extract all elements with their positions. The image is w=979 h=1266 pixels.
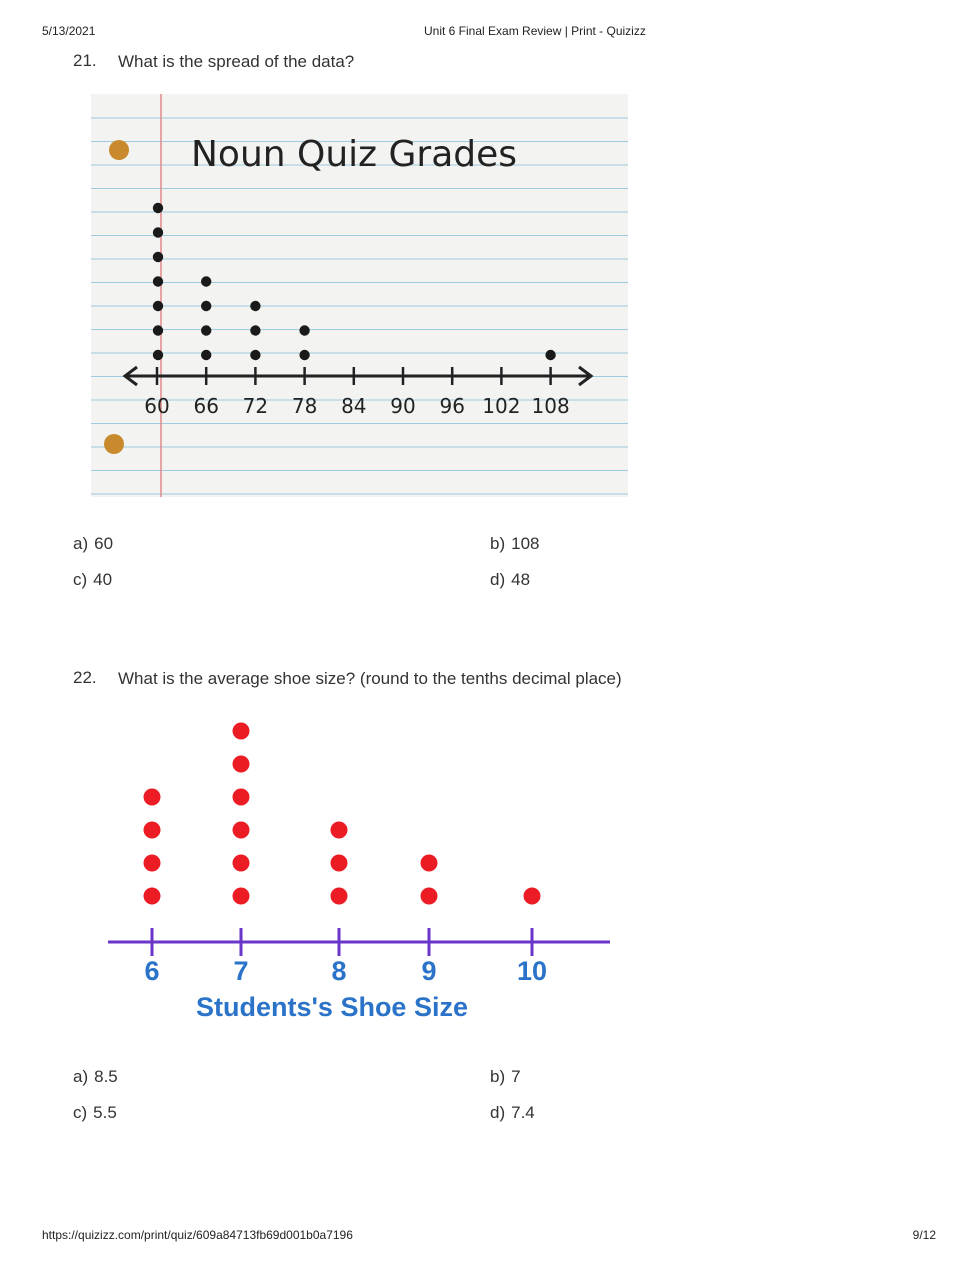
data-dot (233, 888, 250, 905)
answer-letter: d) (490, 1103, 506, 1122)
data-dot (153, 301, 163, 311)
data-dot (233, 822, 250, 839)
answer-letter: b) (490, 534, 506, 553)
answer-option-d[interactable] (490, 570, 530, 590)
data-dot (250, 301, 260, 311)
noun-quiz-grades-image (91, 94, 628, 497)
shoe-size-image (100, 714, 615, 1034)
tick-label: 78 (291, 394, 318, 418)
answer-option-a[interactable] (73, 1067, 118, 1087)
answer-value: 7 (511, 1067, 521, 1086)
answer-value: 40 (93, 570, 113, 589)
answer-option-c[interactable] (73, 570, 112, 590)
answer-value: 108 (511, 534, 540, 553)
tick-label: 96 (439, 394, 465, 418)
print-title: Unit 6 Final Exam Review | Print - Quizizz (424, 24, 646, 38)
data-dot (201, 301, 211, 311)
tick-label: 8 (331, 956, 347, 986)
data-dot (153, 350, 163, 360)
shoe-size-dot-plot (100, 714, 615, 1034)
answer-value: 60 (94, 534, 114, 553)
data-dot (144, 789, 161, 806)
tick-label: 6 (144, 956, 160, 986)
answer-option-c[interactable] (73, 1103, 117, 1123)
answer-option-b[interactable] (490, 1067, 521, 1087)
data-dot (331, 822, 348, 839)
data-dot (233, 723, 250, 740)
question-text: What is the spread of the data? (118, 52, 355, 71)
answer-value: 5.5 (93, 1103, 117, 1122)
data-dot (421, 855, 438, 872)
answer-letter: c) (73, 570, 88, 589)
data-dot (144, 855, 161, 872)
print-url: https://quizizz.com/print/quiz/609a84713fb69d001b0a7196 (42, 1228, 353, 1242)
answer-letter: a) (73, 1067, 89, 1086)
answer-letter: d) (490, 570, 506, 589)
data-dot (144, 822, 161, 839)
tick-label: 60 (144, 394, 170, 418)
answer-value: 8.5 (94, 1067, 118, 1086)
print-date: 5/13/2021 (42, 24, 96, 38)
data-dot (331, 855, 348, 872)
tick-label: 84 (341, 394, 367, 418)
answer-value: 7.4 (511, 1103, 535, 1122)
data-dot (233, 756, 250, 773)
answer-letter: c) (73, 1103, 88, 1122)
tick-label: 108 (531, 394, 570, 418)
tick-label: 102 (482, 394, 521, 418)
x-axis-label: Students's Shoe Size (196, 992, 468, 1022)
data-dot (299, 350, 309, 360)
data-dot (153, 227, 163, 237)
data-dot (233, 855, 250, 872)
answer-option-d[interactable] (490, 1103, 535, 1123)
data-dot (233, 789, 250, 806)
data-dot (153, 325, 163, 335)
answer-option-b[interactable] (490, 534, 540, 554)
tick-label: 90 (390, 394, 416, 418)
answer-letter: b) (490, 1067, 506, 1086)
data-dot (144, 888, 161, 905)
question-number: 21. (73, 51, 97, 70)
tick-label: 72 (242, 394, 269, 418)
answer-option-a[interactable] (73, 534, 113, 554)
data-dot (545, 350, 555, 360)
tick-label: 10 (516, 956, 548, 986)
tick-label: 7 (233, 956, 249, 986)
data-dot (153, 203, 163, 213)
data-dot (201, 276, 211, 286)
data-dot (331, 888, 348, 905)
data-dot (201, 325, 211, 335)
data-dot (524, 888, 541, 905)
tick-label: 66 (193, 394, 219, 418)
question-text: What is the average shoe size? (round to the tenths decimal place) (118, 669, 622, 688)
data-dot (421, 888, 438, 905)
binder-hole (109, 140, 129, 160)
data-dot (153, 252, 163, 262)
answer-value: 48 (511, 570, 531, 589)
tick-label: 9 (421, 956, 437, 986)
binder-hole (104, 434, 124, 454)
chart-title: Noun Quiz Grades (191, 134, 518, 175)
noun-quiz-dot-plot (91, 94, 628, 497)
answer-letter: a) (73, 534, 89, 553)
data-dot (201, 350, 211, 360)
data-dot (250, 325, 260, 335)
question-number: 22. (73, 668, 97, 687)
page-number: 9/12 (912, 1228, 936, 1242)
data-dot (250, 350, 260, 360)
data-dot (299, 325, 309, 335)
data-dot (153, 276, 163, 286)
